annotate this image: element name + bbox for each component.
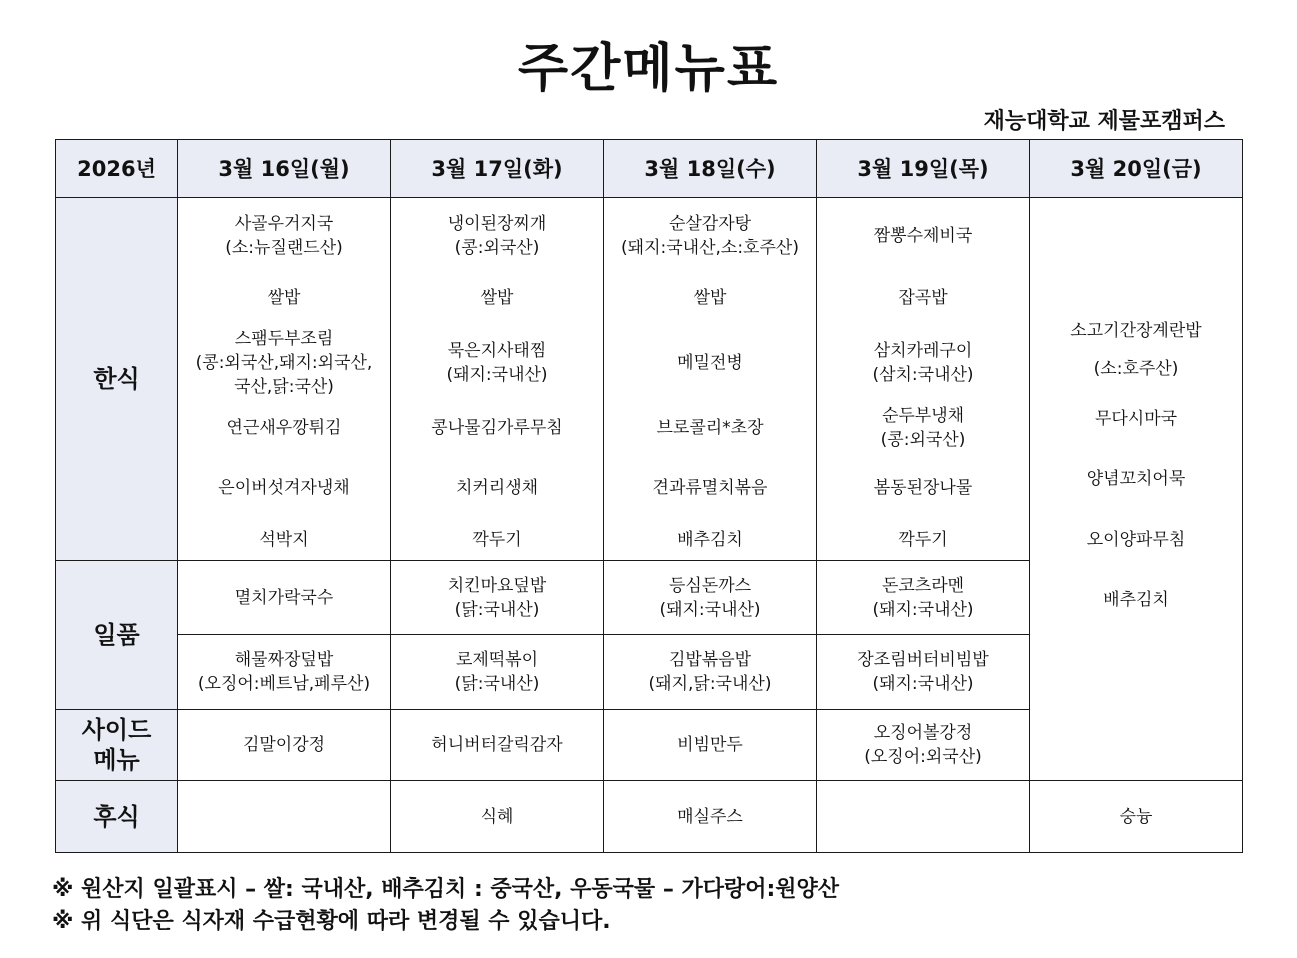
- dessert-thu: [817, 781, 1030, 853]
- hansik-dish: [817, 404, 1029, 452]
- ilpum1-wed: [604, 561, 817, 635]
- category-hansik: 한식: [56, 198, 178, 561]
- category-ilpum: 일품: [56, 561, 178, 710]
- footnote-notice: ※ 위 식단은 식자재 수급현황에 따라 변경될 수 있습니다.: [52, 909, 611, 934]
- dish-line: 깍두기: [472, 530, 522, 550]
- dish-line: 견과류멸치볶음: [652, 478, 768, 498]
- dish-line: 배추김치: [677, 530, 743, 550]
- menu-line: 해물짜장덮밥: [234, 650, 334, 670]
- hansik-dish: [391, 528, 603, 552]
- dish-line: (돼지:국내산,소:호주산): [621, 238, 799, 258]
- hansik-dish: [604, 476, 816, 500]
- friday-dish: 소고기간장계란밥: [1070, 321, 1202, 341]
- ilpum1-tue: [391, 561, 604, 635]
- hansik-dish: [391, 339, 603, 387]
- menu-line: 메뉴: [93, 746, 140, 774]
- ilpum2-tue: [391, 635, 604, 710]
- ilpum1-thu: [817, 561, 1030, 635]
- menu-line: 허니버터갈릭감자: [431, 735, 563, 755]
- dish-line: 순두부냉채: [881, 406, 965, 426]
- dish-line: 메밀전병: [677, 353, 743, 373]
- menu-line: 로제떡볶이: [455, 650, 539, 670]
- hansik-dish: [604, 416, 816, 440]
- dish-line: (콩:외국산): [454, 238, 540, 258]
- ilpum2-mon: [178, 635, 391, 710]
- menu-line: (돼지:국내산): [872, 674, 974, 694]
- menu-line: 사이드: [81, 716, 152, 744]
- dish-line: (소:뉴질랜드산): [225, 238, 343, 258]
- hansik-dish: [391, 476, 603, 500]
- day-header-wed: 3월 18일(수): [604, 140, 817, 198]
- friday-dish: (소:호주산): [1093, 359, 1179, 379]
- category-dessert: 후식: [56, 781, 178, 853]
- hansik-dish: [604, 351, 816, 375]
- side-thu: [817, 710, 1030, 781]
- footnote-origin: ※ 원산지 일괄표시 – 쌀: 국내산, 배추김치 : 중국산, 우동국물 – 가다랑어:원양산: [52, 877, 840, 902]
- hansik-dish: [817, 476, 1029, 500]
- menu-line: 치킨마요덮밥: [447, 575, 547, 596]
- ilpum2-wed: [604, 635, 817, 710]
- dish-line: 브로콜리*초장: [656, 418, 764, 438]
- day-header-thu: 3월 19일(목): [817, 140, 1030, 198]
- friday-dish: 양념꼬치어묵: [1086, 469, 1186, 489]
- hansik-dish: [178, 476, 390, 500]
- day-header-mon: 3월 16일(월): [178, 140, 391, 198]
- dish-line: 사골우거지국: [234, 214, 334, 234]
- dessert-fri: 숭늉: [1030, 781, 1243, 853]
- hansik-dish: [178, 327, 390, 399]
- hansik-dish: [178, 528, 390, 552]
- dish-line: 냉이된장찌개: [447, 214, 547, 234]
- menu-line: (오징어:베트남,페루산): [197, 674, 371, 694]
- hansik-thu: [817, 198, 1030, 561]
- menu-line: 장조림버터비빔밥: [857, 650, 989, 670]
- dessert-row: [56, 781, 1243, 853]
- menu-line: (돼지:국내산): [872, 599, 974, 620]
- hansik-dish: [391, 416, 603, 440]
- ilpum2-thu: [817, 635, 1030, 710]
- day-header-fri: 3월 20일(금): [1030, 140, 1243, 198]
- hansik-wed: [604, 198, 817, 561]
- dish-line: 연근새우깡튀김: [226, 418, 342, 438]
- campus-name: 재능대학교 제물포캠퍼스: [983, 109, 1225, 134]
- hansik-dish: [817, 224, 1029, 248]
- dessert-wed: 매실주스: [604, 781, 817, 853]
- dish-line: (콩:외국산,돼지:외국산,: [195, 353, 373, 373]
- hansik-dish: [817, 339, 1029, 387]
- menu-line: 김말이강정: [242, 735, 326, 755]
- hansik-dish: [178, 212, 390, 260]
- menu-line: 오징어볼강정: [873, 723, 973, 743]
- friday-menu: [1030, 198, 1243, 781]
- side-tue: [391, 710, 604, 781]
- menu-line: (돼지,닭:국내산): [648, 674, 772, 694]
- dish-line: 치커리생채: [455, 478, 539, 498]
- hansik-dish: [391, 286, 603, 310]
- ilpum1-mon: [178, 561, 391, 635]
- hansik-dish: [817, 286, 1029, 310]
- dish-line: 스팸두부조림: [234, 329, 334, 349]
- menu-line: 돈코츠라멘: [881, 575, 965, 596]
- dish-line: 짬뽕수제비국: [873, 226, 973, 246]
- hansik-dish: [604, 528, 816, 552]
- category-side: [56, 710, 178, 781]
- hansik-dish: [178, 286, 390, 310]
- dish-line: 은이버섯겨자냉채: [218, 478, 350, 498]
- weekly-menu-table: [55, 139, 1243, 853]
- menu-line: 비빔만두: [677, 735, 743, 755]
- hansik-dish: [178, 416, 390, 440]
- dish-line: (콩:외국산): [880, 430, 966, 450]
- dish-line: 순살감자탕: [668, 214, 752, 234]
- dish-line: 국산,닭:국산): [234, 377, 334, 397]
- dish-line: (돼지:국내산): [446, 365, 548, 385]
- menu-line: (닭:국내산): [454, 599, 540, 620]
- menu-line: 등심돈까스: [668, 575, 752, 596]
- friday-dish: 배추김치: [1103, 590, 1169, 610]
- menu-line: 멸치가락국수: [234, 587, 334, 608]
- hansik-dish: [604, 212, 816, 260]
- dessert-tue: 식혜: [391, 781, 604, 853]
- dish-line: (삼치:국내산): [872, 365, 974, 385]
- side-wed: [604, 710, 817, 781]
- menu-line: (돼지:국내산): [659, 599, 761, 620]
- dish-line: 묵은지사태찜: [447, 341, 547, 361]
- hansik-dish: [817, 528, 1029, 552]
- hansik-tue: [391, 198, 604, 561]
- dish-line: 삼치카레구이: [873, 341, 973, 361]
- menu-line: 김밥볶음밥: [668, 650, 752, 670]
- dessert-mon: [178, 781, 391, 853]
- menu-line: (닭:국내산): [454, 674, 540, 694]
- hansik-mon: [178, 198, 391, 561]
- header-row: [56, 140, 1243, 198]
- friday-dish: 오이양파무침: [1086, 530, 1186, 550]
- dish-line: 봄동된장나물: [873, 478, 973, 498]
- hansik-dish: [391, 212, 603, 260]
- day-header-tue: 3월 17일(화): [391, 140, 604, 198]
- hansik-row: [56, 198, 1243, 561]
- side-mon: [178, 710, 391, 781]
- dish-line: 쌀밥: [267, 288, 301, 308]
- hansik-dish: [604, 286, 816, 310]
- page-title: 주간메뉴표: [517, 39, 780, 99]
- year-header: 2026년: [56, 140, 178, 198]
- dish-line: 콩나물김가루무침: [431, 418, 563, 438]
- dish-line: 쌀밥: [693, 288, 727, 308]
- friday-dish: 무다시마국: [1094, 409, 1178, 429]
- dish-line: 깍두기: [898, 530, 948, 550]
- menu-line: (오징어:외국산): [864, 747, 982, 767]
- dish-line: 잡곡밥: [898, 288, 948, 308]
- dish-line: 석박지: [259, 530, 309, 550]
- dish-line: 쌀밥: [480, 288, 514, 308]
